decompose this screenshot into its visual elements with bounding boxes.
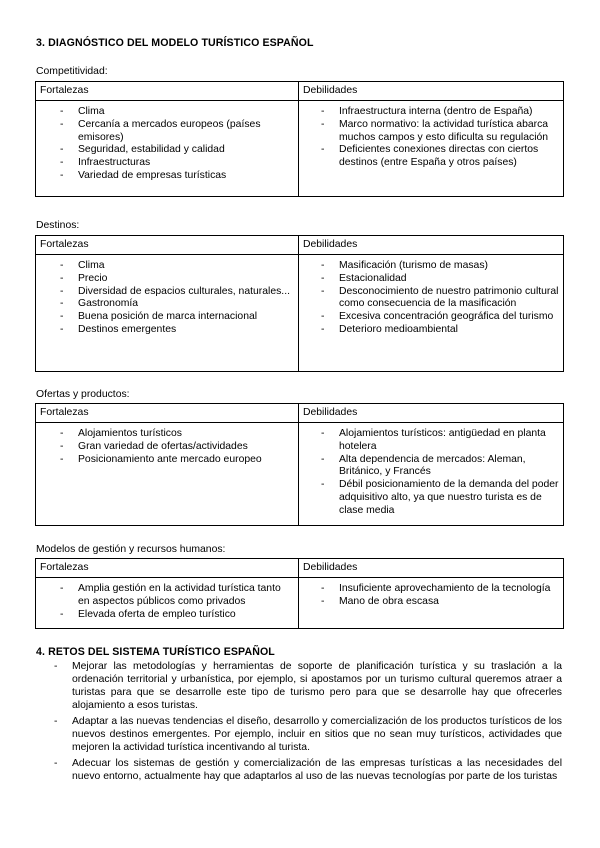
fortalezas-header: Fortalezas [36, 236, 299, 255]
fortalezas-cell [36, 423, 299, 526]
retos-list [36, 660, 562, 786]
list-item: - Clima [36, 106, 294, 119]
list-item: - Destinos emergentes [36, 324, 294, 337]
fortalezas-header: Fortalezas [36, 559, 299, 578]
debilidades-header: Debilidades [299, 236, 564, 255]
list-item: - Cercanía a mercados europeos (países emisores) [36, 119, 294, 145]
ofertas-table [35, 403, 564, 526]
list-item: - Elevada oferta de empleo turístico [36, 609, 294, 622]
fortalezas-list [36, 255, 298, 343]
list-item: - Precio [36, 273, 294, 286]
list-item: - Insuficiente aprovechamiento de la tecnología [299, 583, 559, 596]
gestion-label: Modelos de gestión y recursos humanos: [36, 544, 226, 555]
list-item: - Mano de obra escasa [299, 596, 559, 609]
list-item: - Clima [36, 260, 294, 273]
section-3-title: 3. DIAGNÓSTICO DEL MODELO TURÍSTICO ESPAÑOL [36, 37, 314, 49]
list-item: - Buena posición de marca internacional [36, 311, 294, 324]
fortalezas-list [36, 101, 298, 189]
debilidades-list [299, 423, 563, 524]
fortalezas-list [36, 423, 298, 472]
list-item: - Masificación (turismo de masas) [299, 260, 559, 273]
list-item: - Alojamientos turísticos: antigüedad en planta hotelera [299, 428, 559, 454]
list-item: - Infraestructuras [36, 157, 294, 170]
debilidades-cell [299, 255, 564, 372]
list-item: - Desconocimiento de nuestro patrimonio cultural como consecuencia de la masificación [299, 286, 559, 312]
debilidades-cell [299, 578, 564, 629]
list-item: - Adaptar a las nuevas tendencias el diseño, desarrollo y comercialización de los productos turísticos de los nuevos destinos emergentes. Por ejemplo, incluir en sitios que no sean muy turísticos, actividades que mejoren la actividad turística incentivando al turista. [36, 715, 562, 754]
list-item: - Posicionamiento ante mercado europeo [36, 454, 294, 467]
debilidades-header: Debilidades [299, 82, 564, 101]
debilidades-list [299, 101, 563, 176]
list-item: - Estacionalidad [299, 273, 559, 286]
list-item: - Marco normativo: la actividad turística abarca muchos campos y esto dificulta su regulación [299, 119, 559, 145]
competitividad-label: Competitividad: [36, 66, 108, 77]
fortalezas-cell [36, 255, 299, 372]
list-item: - Infraestructura interna (dentro de España) [299, 106, 559, 119]
competitividad-table [35, 81, 564, 197]
list-item: - Seguridad, estabilidad y calidad [36, 144, 294, 157]
list-item: - Alojamientos turísticos [36, 428, 294, 441]
list-item: - Adecuar los sistemas de gestión y comercialización de las empresas turísticas a las necesidades del nuevo entorno, actualmente hay que adaptarlos al uso de las nuevas tecnologías por parte de los turistas [36, 757, 562, 783]
list-item: - Alta dependencia de mercados: Aleman, Británico, y Francés [299, 454, 559, 480]
list-item: - Excesiva concentración geográfica del turismo [299, 311, 559, 324]
debilidades-cell [299, 423, 564, 526]
list-item: - Deficientes conexiones directas con ciertos destinos (entre España y otros países) [299, 144, 559, 170]
list-item: - Gran variedad de ofertas/actividades [36, 441, 294, 454]
destinos-label: Destinos: [36, 220, 80, 231]
fortalezas-list [36, 578, 298, 627]
debilidades-list [299, 578, 563, 615]
fortalezas-header: Fortalezas [36, 82, 299, 101]
debilidades-list [299, 255, 563, 343]
fortalezas-header: Fortalezas [36, 404, 299, 423]
gestion-table [35, 558, 564, 629]
fortalezas-cell [36, 101, 299, 197]
list-item: - Mejorar las metodologías y herramientas de soporte de planificación turística y su traslación a la ordenación territorial y urbanística, por ejemplo, si apostamos por un turismo cultural queremos atraer a turistas para que se desarrolle este tipo de turismo pero para que se desarrolle hay que ofrecerles alojamiento a esos turistas. [36, 660, 562, 712]
debilidades-header: Debilidades [299, 404, 564, 423]
list-item: - Diversidad de espacios culturales, naturales... [36, 286, 294, 299]
list-item: - Deterioro medioambiental [299, 324, 559, 337]
list-item: - Variedad de empresas turísticas [36, 170, 294, 183]
list-item: - Amplia gestión en la actividad turística tanto en aspectos públicos como privados [36, 583, 294, 609]
list-item: - Débil posicionamiento de la demanda del poder adquisitivo alto, ya que nuestro turista es de clase media [299, 479, 559, 517]
debilidades-header: Debilidades [299, 559, 564, 578]
section-4-title: 4. RETOS DEL SISTEMA TURÍSTICO ESPAÑOL [36, 646, 275, 658]
destinos-table [35, 235, 564, 372]
debilidades-cell [299, 101, 564, 197]
ofertas-label: Ofertas y productos: [36, 389, 130, 400]
list-item: - Gastronomía [36, 298, 294, 311]
fortalezas-cell [36, 578, 299, 629]
